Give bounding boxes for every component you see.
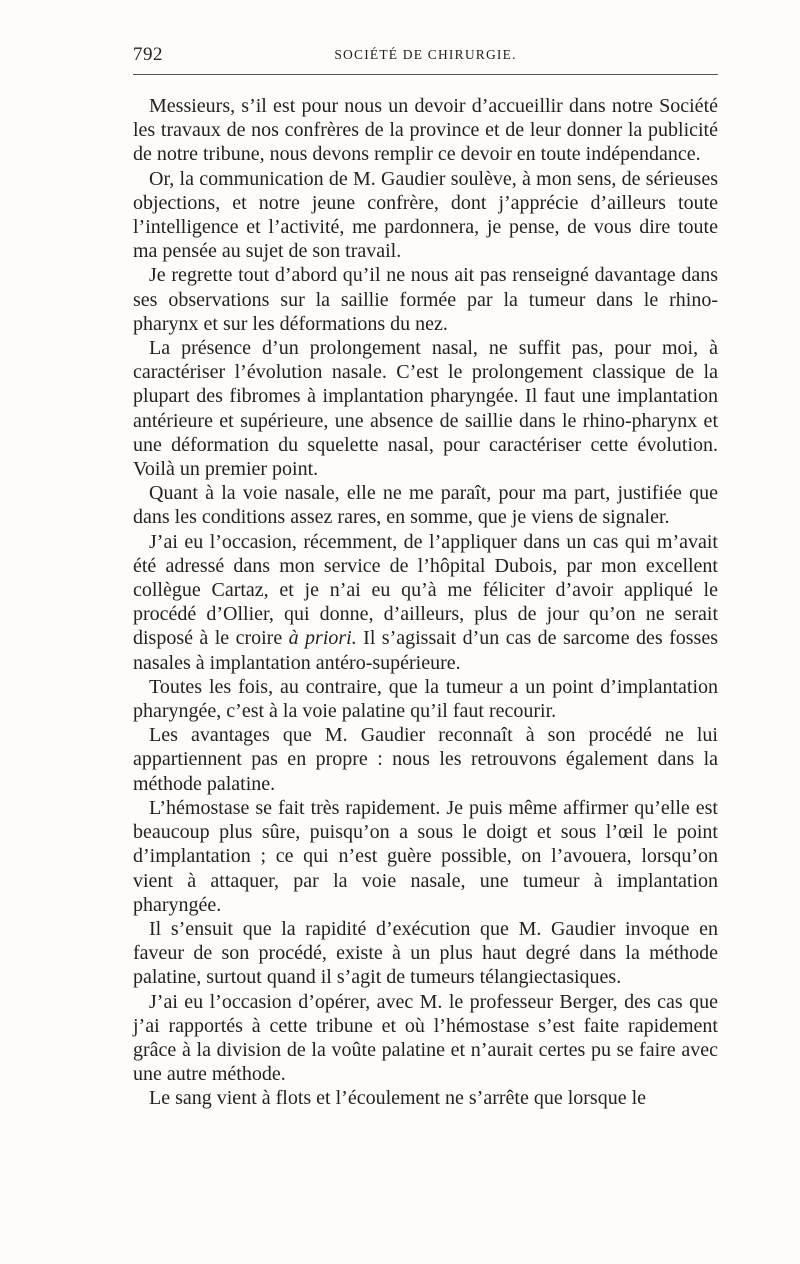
paragraph-text: J’ai eu l’occasion, récemment, de l’appliquer dans un cas qui m’avait été adressé dans mon service de l’hôpital Dubois, par mon excellent collègue Cartaz, et je n’ai eu qu’à me féliciter d’avoir appliqué le procédé d’Ollier, qui donne, d’ailleurs, plus de jour qu’on ne serait disposé à le croire (133, 530, 718, 650)
paragraph: La présence d’un prolongement nasal, ne suffit pas, pour moi, à caractériser l’évolution nasale. C’est le prolongement classique de la plupart des fibromes à implantation pharyngée. Il faut une implantation antérieure et supérieure, une absence de saillie dans le rhino-pharynx et une déformation du squelette nasal, pour caractériser cette évolution. Voilà un premier point. (133, 337, 718, 481)
paragraph: L’hémostase se fait très rapidement. Je puis même affirmer qu’elle est beaucoup plus sûre, puisqu’on a sous le doigt et sous l’œil le point d’implantation ; ce qui n’est guère possible, on l’avouera, lorsqu’on vient à attaquer, par la voie nasale, une tumeur à implantation pharyngée. (133, 796, 718, 916)
paragraph (133, 530, 718, 675)
header-rule (133, 74, 718, 75)
paragraph: Quant à la voie nasale, elle ne me paraît, pour ma part, justifiée que dans les conditions assez rares, en somme, que je viens de signaler. (133, 482, 718, 529)
paragraph: Le sang vient à flots et l’écoulement ne s’arrête que lorsque le (149, 1087, 647, 1110)
running-title: SOCIÉTÉ DE CHIRURGIE. (334, 47, 517, 62)
italic-phrase: à priori. (288, 627, 357, 650)
paragraph: J’ai eu l’occasion d’opérer, avec M. le professeur Berger, des cas que j’ai rapportés à cette tribune et où l’hémostase s’est faite rapidement grâce à la division de la voûte palatine et n’aurait certes pu se faire avec une autre méthode. (133, 990, 718, 1086)
paragraph: Messieurs, s’il est pour nous un devoir d’accueillir dans notre Société les travaux de nos confrères de la province et de leur donner la publicité de notre tribune, nous devons remplir ce devoir en toute indépendance. (133, 95, 718, 166)
paragraph: Les avantages que M. Gaudier reconnaît à son procédé ne lui appartiennent pas en propre : nous les retrouvons également dans la méthode palatine. (133, 724, 718, 795)
page-number: 792 (133, 44, 163, 65)
paragraph: Or, la communication de M. Gaudier soulève, à mon sens, de sérieuses objections, et notre jeune confrère, dont j’apprécie d’ailleurs toute l’intelligence et l’activité, me pardonnera, je pense, de vous dire toute ma pensée au sujet de son travail. (133, 167, 718, 263)
body-text (133, 94, 718, 1111)
paragraph: Je regrette tout d’abord qu’il ne nous ait pas renseigné davantage dans ses observations sur la saillie formée par la tumeur dans le rhino-pharynx et sur les déformations du nez. (133, 264, 718, 335)
paragraph: Toutes les fois, au contraire, que la tumeur a un point d’implantation pharyngée, c’est à la voie palatine qu’il faut recourir. (133, 675, 718, 723)
page-header (133, 44, 718, 68)
paragraph: Il s’ensuit que la rapidité d’exécution que M. Gaudier invoque en faveur de son procédé, existe à un plus haut degré dans la méthode palatine, surtout quand il s’agit de tumeurs télangiectasiques. (133, 917, 718, 989)
paragraph-text: Il s’agissait d’un cas de sarcome des fosses nasales à implantation antéro-supérieure. (133, 627, 718, 674)
